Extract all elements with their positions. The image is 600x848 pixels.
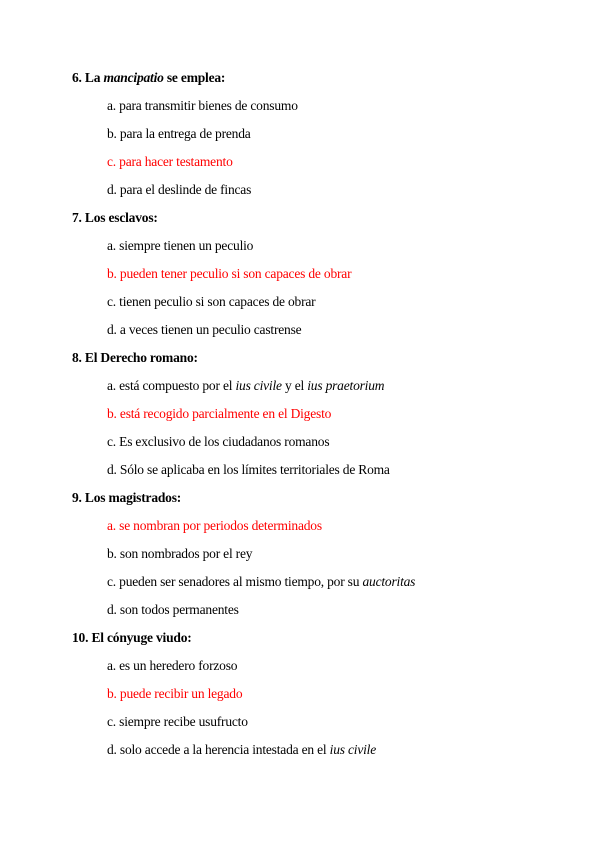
- question-title: 8. El Derecho romano:: [72, 350, 198, 365]
- answer-option-a: a. se nombran por periodos determinados: [107, 518, 322, 533]
- answer-option-d: d. solo accede a la herencia intestada en el ius civile: [107, 742, 376, 757]
- answer-option-d: d. para el deslinde de fincas: [107, 182, 252, 197]
- question-6: [0, 64, 600, 204]
- answer-option-b: b. pueden tener peculio si son capaces de obrar: [107, 266, 352, 281]
- answer-option-b: b. está recogido parcialmente en el Digesto: [107, 406, 332, 421]
- answer-option-c: c. pueden ser senadores al mismo tiempo, por su auctoritas: [107, 574, 416, 589]
- answer-option-b: b. para la entrega de prenda: [107, 126, 251, 141]
- answer-option-a: a. es un heredero forzoso: [107, 658, 238, 673]
- answer-option-c: c. Es exclusivo de los ciudadanos romanos: [107, 434, 330, 449]
- answer-option-b: b. son nombrados por el rey: [107, 546, 253, 561]
- answer-option-d: d. a veces tienen un peculio castrense: [107, 322, 302, 337]
- answer-option-a: a. para transmitir bienes de consumo: [107, 98, 298, 113]
- answer-option-a: a. siempre tienen un peculio: [107, 238, 254, 253]
- answer-option-b: b. puede recibir un legado: [107, 686, 243, 701]
- question-8: [0, 344, 600, 484]
- question-title: 7. Los esclavos:: [72, 210, 158, 225]
- answer-option-c: c. siempre recibe usufructo: [107, 714, 248, 729]
- question-title: 9. Los magistrados:: [72, 490, 182, 505]
- answer-option-d: d. Sólo se aplicaba en los límites territoriales de Roma: [107, 462, 390, 477]
- question-9: [0, 484, 600, 624]
- question-10: [0, 624, 600, 764]
- question-title: 6. La mancipatio se emplea:: [72, 70, 226, 85]
- answer-option-a: a. está compuesto por el ius civile y el ius praetorium: [107, 378, 385, 393]
- answer-option-c: c. tienen peculio si son capaces de obrar: [107, 294, 316, 309]
- question-title: 10. El cónyuge viudo:: [72, 630, 192, 645]
- answer-option-d: d. son todos permanentes: [107, 602, 239, 617]
- question-7: [0, 204, 600, 344]
- answer-option-c: c. para hacer testamento: [107, 154, 233, 169]
